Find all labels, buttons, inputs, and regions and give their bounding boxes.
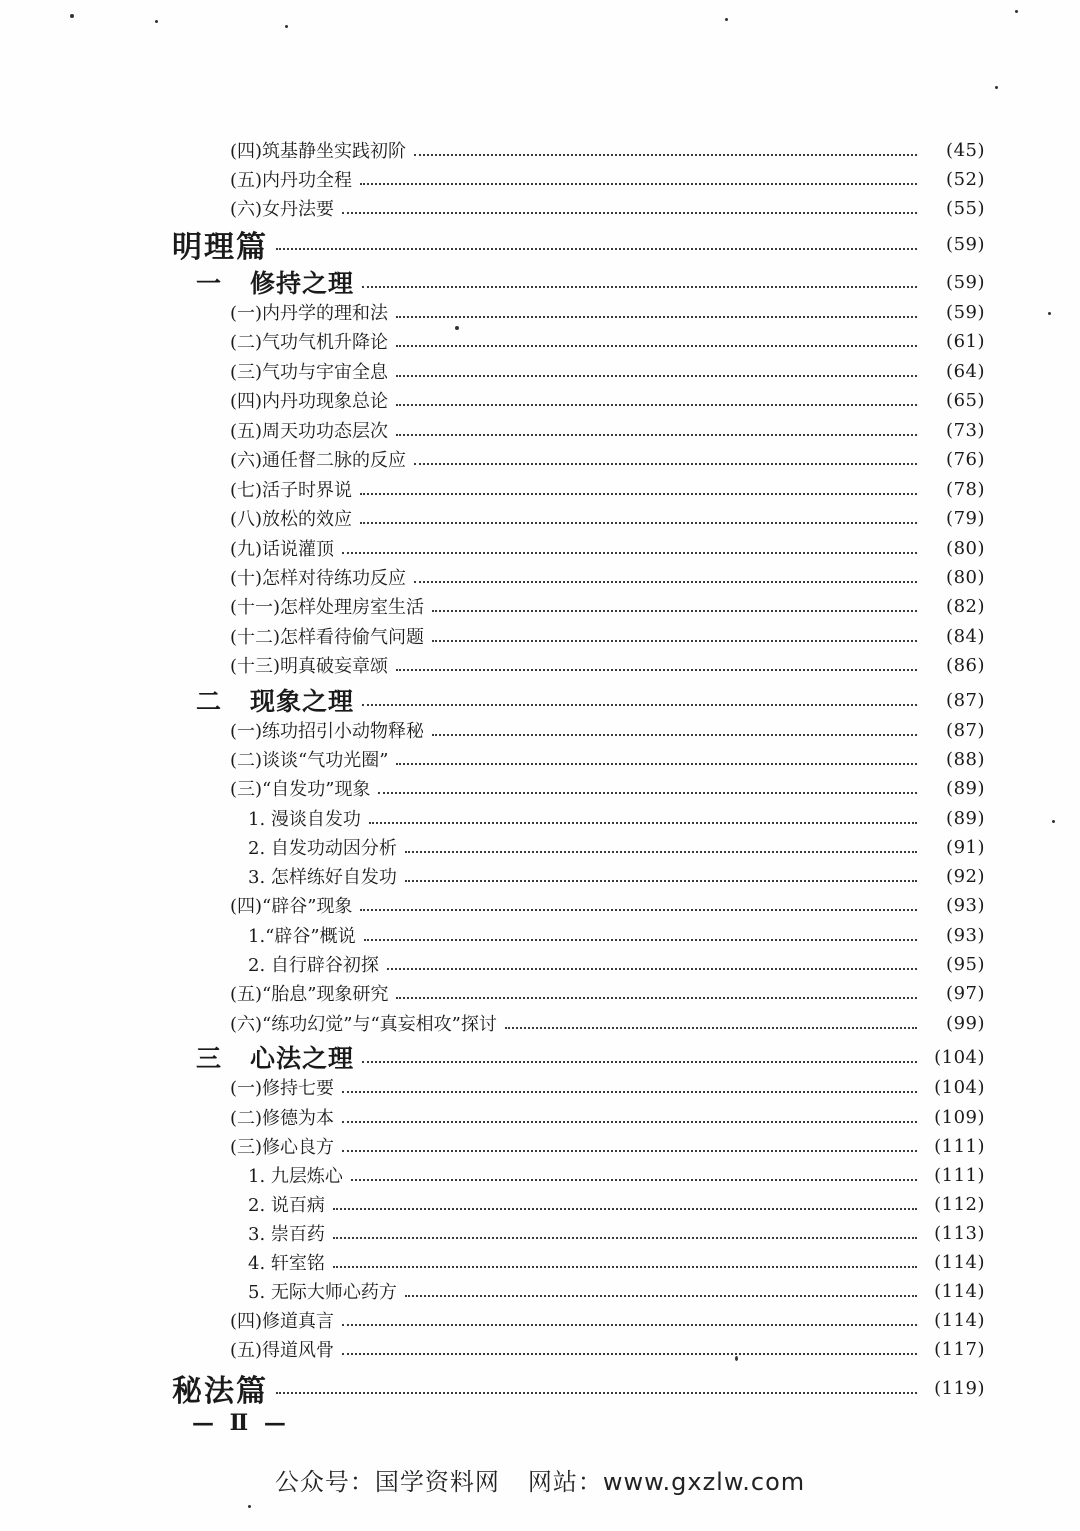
- toc-entry-title: 2. 自发功动因分析: [248, 838, 397, 859]
- scan-speck: [285, 25, 288, 28]
- dot-leader: [276, 248, 917, 250]
- chapter-number: 一: [196, 269, 223, 298]
- toc-page-number: (119): [934, 1377, 985, 1399]
- toc-entry-title: (十)怎样对待练功反应: [230, 568, 407, 589]
- dot-leader: [414, 581, 917, 583]
- page-number: — Ⅱ —: [192, 1410, 290, 1436]
- toc-entry-chap: [196, 685, 985, 715]
- toc-entry-sec: [230, 1102, 985, 1132]
- scan-speck: [735, 1356, 738, 1361]
- toc-page-number: (92): [946, 865, 985, 887]
- dot-leader: [333, 1237, 917, 1239]
- toc-page-number: (59): [946, 271, 985, 293]
- toc-page-number: (87): [946, 719, 985, 741]
- toc-entry-part: [172, 229, 985, 265]
- toc-entry-sec: [230, 715, 985, 745]
- toc-entry-title: (五)内丹功全程: [230, 170, 353, 191]
- toc-entry-part: [172, 1373, 985, 1409]
- dot-leader: [342, 1150, 917, 1152]
- dot-leader: [387, 968, 917, 970]
- toc-entry-title: (十一)怎样处理房室生活: [230, 597, 425, 618]
- dot-leader: [342, 212, 917, 214]
- toc-entry-title: (三)“自发功”现象: [230, 779, 371, 800]
- toc-entry-title: (九)话说灌顶: [230, 539, 335, 560]
- chapter-number: 二: [196, 687, 223, 716]
- toc-entry-title: (二)修德为本: [230, 1108, 335, 1129]
- toc-page-number: (59): [946, 233, 985, 255]
- chapter-title: 修持之理: [250, 269, 355, 298]
- toc-entry-sub: [248, 1160, 985, 1190]
- toc-page-number: (104): [934, 1076, 985, 1098]
- dot-leader: [362, 1061, 917, 1063]
- toc-entry-title: 1. 漫谈自发功: [248, 809, 361, 830]
- watermark-website: 网站：www.gxzlw.com: [527, 1468, 806, 1496]
- toc-entry-title: 2. 自行辟谷初探: [248, 955, 379, 976]
- toc-page-number: (93): [946, 924, 985, 946]
- toc-entry-sec: [230, 385, 985, 415]
- toc-entry-sec: [230, 326, 985, 356]
- toc-entry-sec: [230, 744, 985, 774]
- toc-page-number: (114): [934, 1309, 985, 1331]
- scan-speck: [1015, 10, 1018, 13]
- toc-entry-chap: [196, 1042, 985, 1072]
- toc-page-number: (114): [934, 1280, 985, 1302]
- toc-page-number: (111): [934, 1164, 985, 1186]
- toc-entry-title: [196, 682, 362, 718]
- toc-entry-sec: [230, 1072, 985, 1102]
- toc-entry-title: [196, 1039, 362, 1075]
- scan-speck: [725, 18, 728, 21]
- toc-page-number: (93): [946, 894, 985, 916]
- toc-entry-title: (二)谈谈“气功光圈”: [230, 750, 389, 771]
- toc-entry-title: 5. 无际大师心药方: [248, 1282, 397, 1303]
- toc-page-number: (109): [934, 1106, 985, 1128]
- toc-entry-sec: [230, 533, 985, 563]
- toc-entry-chap: [196, 267, 985, 297]
- toc-entry-title: 3. 崇百药: [248, 1224, 325, 1245]
- dot-leader: [360, 522, 917, 524]
- toc-page-number: (113): [934, 1222, 985, 1244]
- chapter-title: 心法之理: [250, 1044, 355, 1073]
- dot-leader: [342, 1121, 917, 1123]
- dot-leader: [362, 286, 917, 288]
- dot-leader: [276, 1392, 917, 1394]
- dot-leader: [360, 909, 917, 911]
- toc-page-number: (91): [946, 836, 985, 858]
- toc-page-number: (104): [934, 1046, 985, 1068]
- scan-speck: [455, 326, 459, 330]
- toc-entry-sub: [248, 1276, 985, 1306]
- dot-leader: [405, 851, 917, 853]
- dot-leader: [432, 610, 917, 612]
- toc-page-number: (88): [946, 748, 985, 770]
- dot-leader: [342, 552, 917, 554]
- toc-entry-title: (五)得道风骨: [230, 1340, 335, 1361]
- toc-page-number: (55): [946, 197, 985, 219]
- dot-leader: [405, 1295, 917, 1297]
- dot-leader: [432, 640, 917, 642]
- toc-entry-sub: [248, 861, 985, 891]
- dot-leader: [396, 434, 917, 436]
- dot-leader: [396, 997, 917, 999]
- toc-entry-sec: [230, 890, 985, 920]
- toc-entry-sec: [230, 562, 985, 592]
- toc-entry-sub: [248, 1189, 985, 1219]
- scan-speck: [248, 1505, 251, 1508]
- toc-page-number: (64): [946, 360, 985, 382]
- toc-entry-title: 明理篇: [172, 230, 268, 265]
- toc-entry-sec: [230, 503, 985, 533]
- toc-entry-sec: [230, 474, 985, 504]
- toc-page-number: (45): [946, 139, 985, 161]
- toc-entry-title: (五)“胎息”现象研究: [230, 984, 389, 1005]
- toc-entry-title: 1.“辟谷”概说: [248, 926, 356, 947]
- dot-leader: [505, 1027, 917, 1029]
- scan-speck: [70, 14, 74, 18]
- toc-entry-title: 3. 怎样练好自发功: [248, 867, 397, 888]
- toc-entry-title: (四)“辟谷”现象: [230, 896, 353, 917]
- toc-page-number: (78): [946, 478, 985, 500]
- dot-leader: [342, 1324, 917, 1326]
- toc-page-number: (114): [934, 1251, 985, 1273]
- toc-entry-title: (十二)怎样看待偷气问题: [230, 627, 425, 648]
- toc-page-number: (111): [934, 1135, 985, 1157]
- chapter-title: 现象之理: [250, 687, 355, 716]
- toc-entry-title: (一)修持七要: [230, 1078, 335, 1099]
- toc-entry-title: (四)筑基静坐实践初阶: [230, 141, 407, 162]
- dot-leader: [414, 154, 917, 156]
- scan-speck: [1048, 312, 1051, 315]
- dot-leader: [414, 463, 917, 465]
- toc-page-number: (95): [946, 953, 985, 975]
- watermark-wechat: 公众号：国学资料网: [274, 1468, 500, 1496]
- toc-entry-sec: [230, 1131, 985, 1161]
- toc-entry-sec: [230, 297, 985, 327]
- toc-entry-title: (七)活子时界说: [230, 480, 353, 501]
- toc-page-number: (84): [946, 625, 985, 647]
- toc-entry-sec: [230, 621, 985, 651]
- dot-leader: [396, 345, 917, 347]
- dot-leader: [362, 704, 917, 706]
- dot-leader: [360, 183, 917, 185]
- toc-entry-title: (十三)明真破妄章颂: [230, 656, 389, 677]
- toc-entry-title: (六)通任督二脉的反应: [230, 450, 407, 471]
- toc-entry-sec: [230, 135, 985, 165]
- toc-entry-sec: [230, 193, 985, 223]
- toc-page-number: (97): [946, 982, 985, 1004]
- dot-leader: [396, 375, 917, 377]
- scan-speck: [155, 20, 158, 23]
- toc-page-number: (61): [946, 330, 985, 352]
- toc-entry-title: (六)“练功幻觉”与“真妄相攻”探讨: [230, 1014, 497, 1035]
- scan-speck: [1052, 820, 1055, 823]
- toc-entry-title: (八)放松的效应: [230, 509, 353, 530]
- dot-leader: [396, 669, 917, 671]
- dot-leader: [342, 1353, 917, 1355]
- chapter-number: 三: [196, 1044, 223, 1073]
- dot-leader: [396, 763, 917, 765]
- toc-entry-title: (五)周天功功态层次: [230, 421, 389, 442]
- watermark: [0, 1462, 1080, 1497]
- toc-page-number: (80): [946, 537, 985, 559]
- dot-leader: [405, 880, 917, 882]
- toc-entry-title: (四)内丹功现象总论: [230, 391, 389, 412]
- toc-page-number: (89): [946, 807, 985, 829]
- toc-page-number: (52): [946, 168, 985, 190]
- toc-entry-title: [196, 264, 362, 300]
- toc-entry-sec: [230, 356, 985, 386]
- toc-entry-sec: [230, 164, 985, 194]
- dot-leader: [351, 1179, 917, 1181]
- toc-entry-title: (一)内丹学的理和法: [230, 303, 389, 324]
- toc-entry-title: (三)气功与宇宙全息: [230, 362, 389, 383]
- toc-page-number: (117): [934, 1338, 985, 1360]
- toc-entry-title: (二)气功气机升降论: [230, 332, 389, 353]
- toc-page-number: (80): [946, 566, 985, 588]
- dot-leader: [360, 493, 917, 495]
- toc-page-number: (87): [946, 689, 985, 711]
- toc-entry-sec: [230, 415, 985, 445]
- toc-entry-sec: [230, 444, 985, 474]
- dot-leader: [378, 792, 917, 794]
- toc-entry-sec: [230, 1008, 985, 1038]
- toc-entry-sec: [230, 650, 985, 680]
- toc-page-number: (112): [934, 1193, 985, 1215]
- dot-leader: [396, 316, 917, 318]
- toc-page-number: (65): [946, 389, 985, 411]
- toc-page-number: (73): [946, 419, 985, 441]
- scan-speck: [995, 86, 998, 89]
- dot-leader: [396, 404, 917, 406]
- toc-entry-title: 4. 轩室铭: [248, 1253, 325, 1274]
- toc-entry-title: 1. 九层炼心: [248, 1166, 343, 1187]
- dot-leader: [342, 1091, 917, 1093]
- toc-entry-title: (一)练功招引小动物释秘: [230, 721, 425, 742]
- toc-entry-sub: [248, 949, 985, 979]
- toc-entry-title: (六)女丹法要: [230, 199, 335, 220]
- dot-leader: [364, 939, 917, 941]
- toc-entry-sub: [248, 920, 985, 950]
- dot-leader: [333, 1266, 917, 1268]
- toc-entry-title: (三)修心良方: [230, 1137, 335, 1158]
- dot-leader: [369, 822, 917, 824]
- toc-entry-sec: [230, 591, 985, 621]
- toc-entry-sec: [230, 978, 985, 1008]
- toc-page-number: (99): [946, 1012, 985, 1034]
- toc-entry-sec: [230, 773, 985, 803]
- toc-entry-sec: [230, 1334, 985, 1364]
- toc-entry-sub: [248, 803, 985, 833]
- toc-page-number: (76): [946, 448, 985, 470]
- toc-entry-title: 秘法篇: [172, 1374, 268, 1409]
- toc-entry-sub: [248, 832, 985, 862]
- toc-entry-sub: [248, 1218, 985, 1248]
- toc-page-number: (86): [946, 654, 985, 676]
- toc-page-number: (79): [946, 507, 985, 529]
- toc-entry-sec: [230, 1305, 985, 1335]
- toc-entry-title: (四)修道真言: [230, 1311, 335, 1332]
- toc-page-number: (82): [946, 595, 985, 617]
- dot-leader: [432, 734, 917, 736]
- toc-entry-sub: [248, 1247, 985, 1277]
- toc-page-number: (89): [946, 777, 985, 799]
- toc-entry-title: 2. 说百病: [248, 1195, 325, 1216]
- dot-leader: [333, 1208, 917, 1210]
- toc-page-number: (59): [946, 301, 985, 323]
